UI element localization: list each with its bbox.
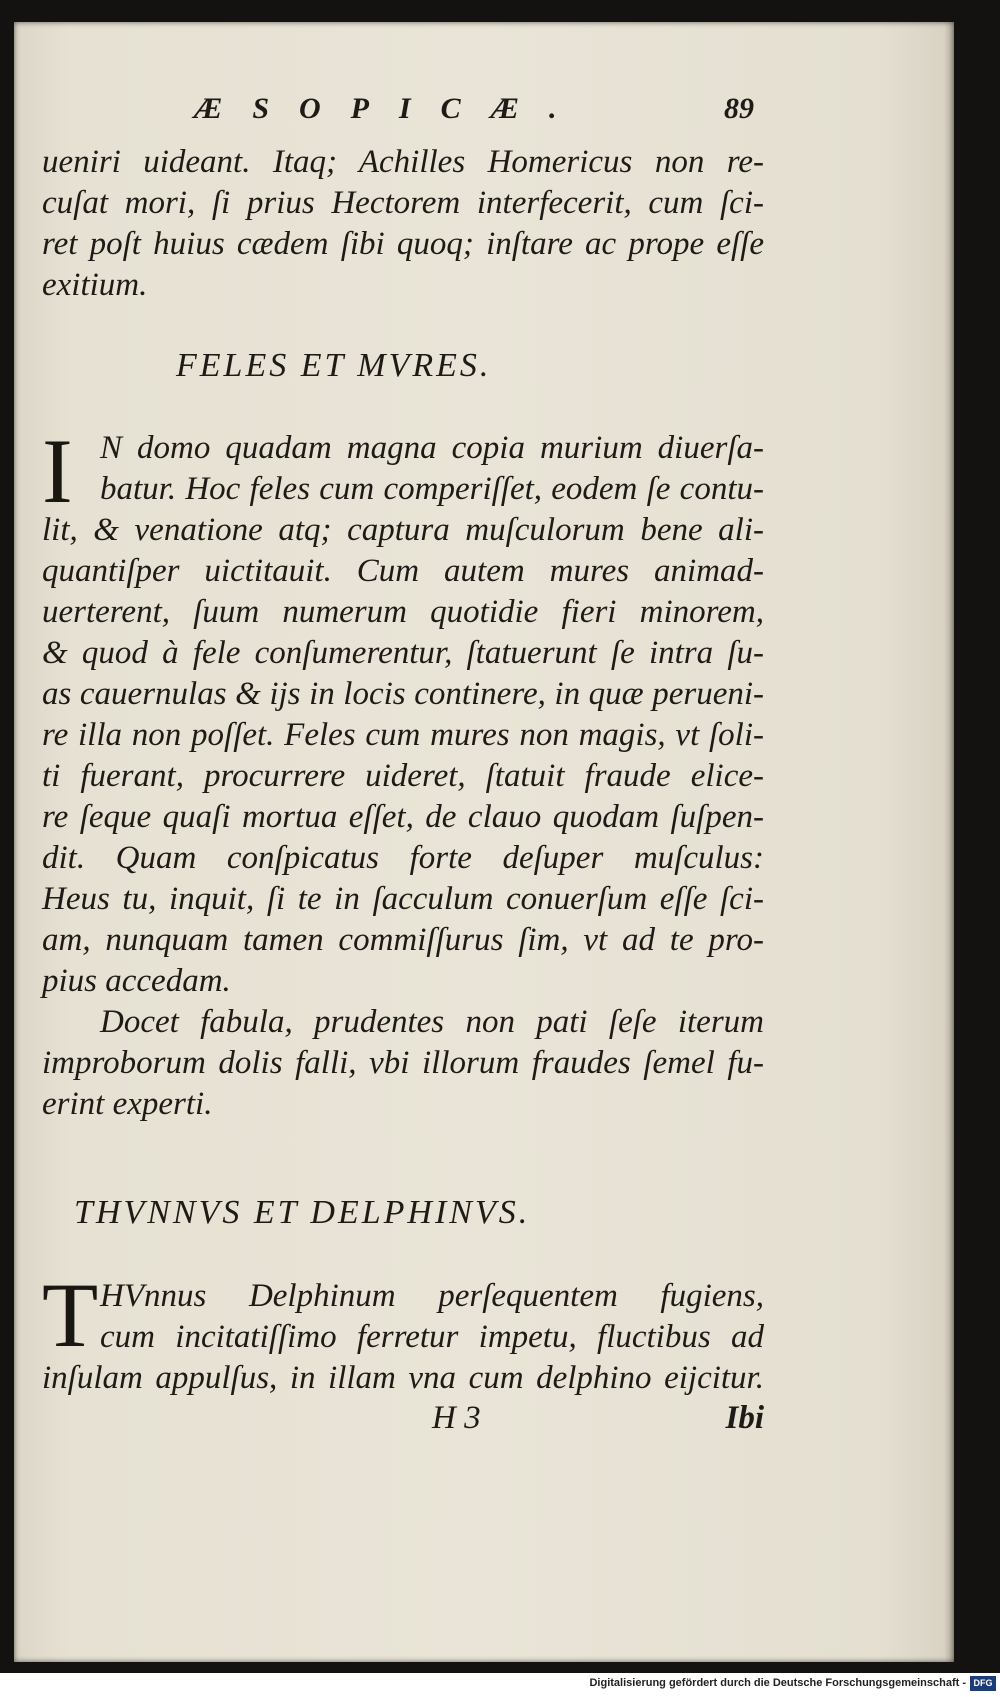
text-line: ret poſt huius cædem ſibi quoq; inſtare ac prope eſſe <box>42 226 764 262</box>
text-line: dit. Quam conſpicatus forte deſuper muſculus: <box>42 840 764 876</box>
text-line: quantiſper uictitauit. Cum autem mures animad- <box>42 553 764 589</box>
drop-cap-i: I <box>42 420 73 522</box>
dfg-logo-icon: DFG <box>970 1676 996 1691</box>
text-line: uerterent, ſuum numerum quotidie fieri minorem, <box>42 594 764 630</box>
text-line: Heus tu, inquit, ſi te in ſacculum conuerſum eſſe ſci- <box>42 881 764 917</box>
book-page <box>14 22 954 1662</box>
text-line: as cauernulas & ijs in locis continere, in quæ perueni- <box>42 676 764 712</box>
text-line: re ſeque quaſi mortua eſſet, de clauo quodam ſuſpen- <box>42 799 764 835</box>
signature-mark: H 3 <box>432 1400 481 1436</box>
page-header <box>194 92 754 136</box>
running-head: ÆSOPICÆ. <box>194 92 587 125</box>
text-line: ueniri uideant. Itaq; Achilles Homericus non re- <box>42 144 764 180</box>
text-line: exitium. <box>42 267 148 303</box>
moral-line: Docet fabula, prudentes non pati ſeſe iterum <box>100 1004 764 1040</box>
digitization-footer <box>0 1673 1000 1697</box>
text-line: lit, & venatione atq; captura muſculorum bene ali- <box>42 512 764 548</box>
funding-credit: Digitalisierung gefördert durch die Deutsche Forschungsgemeinschaft - <box>589 1677 966 1689</box>
page-number: 89 <box>724 92 754 125</box>
text-line: cuſat mori, ſi prius Hectorem interfecerit, cum ſci- <box>42 185 764 221</box>
fable-feles-body <box>42 420 764 1125</box>
moral-line: erint experti. <box>42 1086 213 1122</box>
text-line: batur. Hoc feles cum comperiſſet, eodem ſe contu- <box>100 471 764 507</box>
text-line: HVnnus Delphinum perſequentem fugiens, <box>100 1278 764 1314</box>
opening-paragraph <box>42 142 764 306</box>
fable-title-feles: FELES ET MVRES. <box>176 347 492 384</box>
fable-thunnus-body <box>42 1264 764 1399</box>
text-line: inſulam appulſus, in illam vna cum delphino eijcitur. <box>42 1360 764 1396</box>
text-line: re illa non poſſet. Feles cum mures non magis, vt ſoli- <box>42 717 764 753</box>
catchword: Ibi <box>725 1400 764 1436</box>
text-line: ti fuerant, procurrere uideret, ſtatuit fraude elice- <box>42 758 764 794</box>
page-signature-line <box>42 1400 764 1444</box>
text-line: pius accedam. <box>42 963 231 999</box>
text-line: am, nunquam tamen commiſſurus ſim, vt ad te pro- <box>42 922 764 958</box>
text-line: cum incitatiſſimo ferretur impetu, fluctibus ad <box>100 1319 764 1355</box>
page-edge-shadow <box>944 22 954 1662</box>
text-line: & quod à fele conſumerentur, ſtatuerunt ſe intra ſu- <box>42 635 764 671</box>
fable-title-thunnus: THVNNVS ET DELPHINVS. <box>74 1194 531 1231</box>
text-line: N domo quadam magna copia murium diuerſa- <box>100 430 764 466</box>
moral-line: improborum dolis falli, vbi illorum fraudes ſemel fu- <box>42 1045 764 1081</box>
drop-cap-t: T <box>42 1264 99 1366</box>
